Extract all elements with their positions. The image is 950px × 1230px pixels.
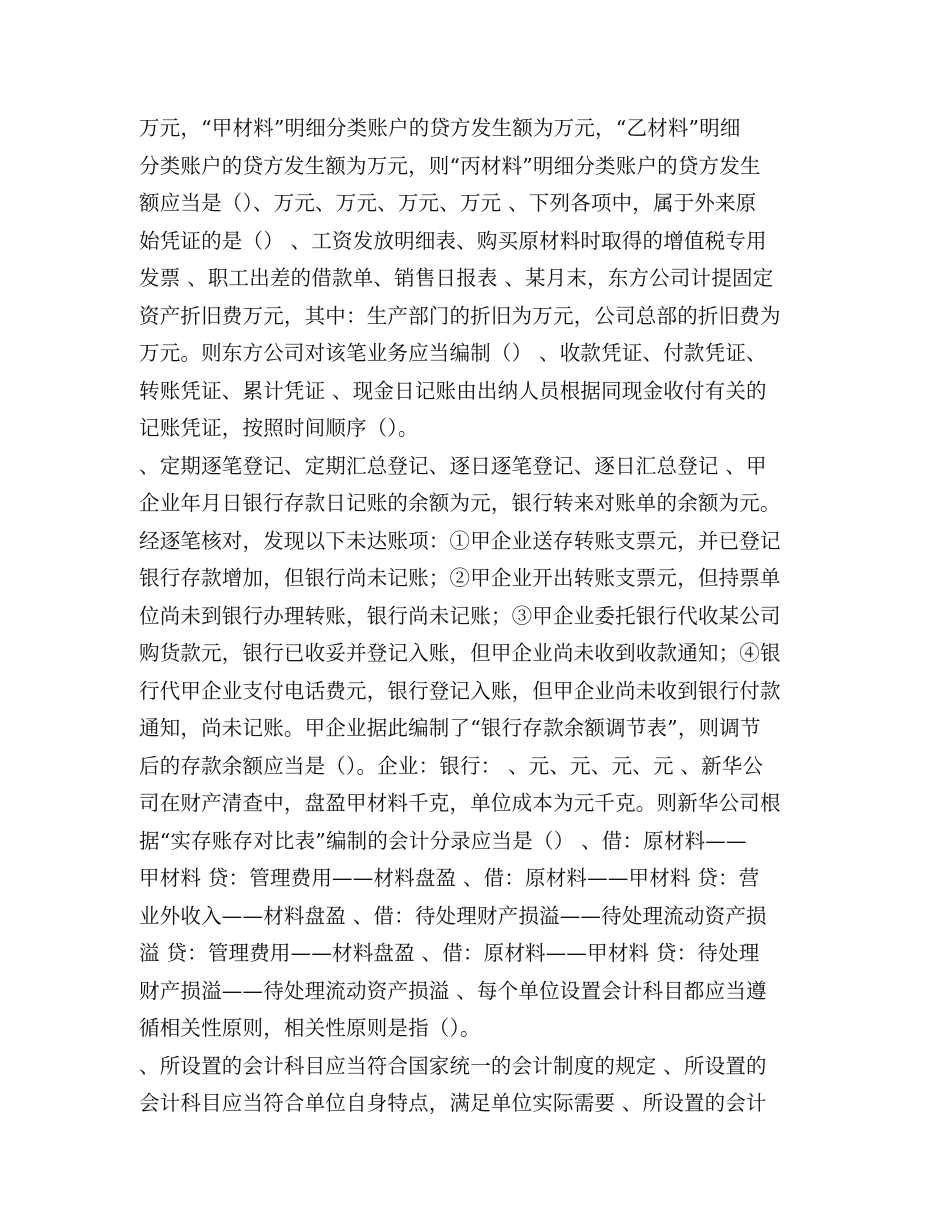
text-line: 行代甲企业支付电话费元，银行登记入账，但甲企业尚未收到银行付款 — [139, 678, 781, 703]
text-line: 额应当是（）、万元、万元、万元、万元 、下列各项中，属于外来原 — [139, 191, 757, 215]
text-line: 循相关性原则，相关性原则是指（）。 — [139, 1016, 481, 1040]
text-line: 后的存款余额应当是（）。企业：银行： 、元、元、元、元 、新华公 — [139, 753, 764, 778]
text-line: 溢 贷：管理费用——材料盘盈 、借：原材料——甲材料 贷：待处理 — [139, 941, 760, 965]
text-line: 甲材料 贷：管理费用——材料盘盈 、借：原材料——甲材料 贷：营 — [139, 866, 760, 890]
text-line: 司在财产清查中，盘盈甲材料千克，单位成本为元千克。则新华公司根 — [139, 791, 781, 815]
text-line: 经逐笔核对，发现以下未达账项：①甲企业送存转账支票元，并已登记 — [139, 528, 781, 553]
text-line: 位尚未到银行办理转账，银行尚未记账；③甲企业委托银行代收某公司 — [139, 603, 781, 628]
text-line: 购货款元，银行已收妥并登记入账，但甲企业尚未收到收款通知；④银 — [139, 641, 781, 665]
text-line: 会计科目应当符合单位自身特点，满足单位实际需要 、所设置的会计 — [139, 1091, 767, 1115]
text-line: 分类账户的贷方发生额为万元，则“丙材料”明细分类账户的贷方发生 — [139, 153, 761, 178]
document-body — [139, 110, 819, 1123]
text-line: 、所设置的会计科目应当符合国家统一的会计制度的规定 、所设置的 — [139, 1053, 767, 1078]
text-line: 、定期逐笔登记、定期汇总登记、逐日逐笔登记、逐日汇总登记 、甲 — [139, 453, 767, 478]
text-line: 银行存款增加，但银行尚未记账；②甲企业开出转账支票元，但持票单 — [139, 566, 781, 590]
text-line: 资产折旧费万元，其中：生产部门的折旧为万元，公司总部的折旧费为 — [139, 303, 781, 328]
text-line: 发票 、职工出差的借款单、销售日报表 、某月末，东方公司计提固定 — [139, 266, 774, 290]
text-line: 始凭证的是（） 、工资发放明细表、购买原材料时取得的增值税专用 — [139, 228, 767, 253]
text-line: 据“实存账存对比表”编制的会计分录应当是（） 、借：原材料—— — [139, 828, 747, 853]
text-line: 记账凭证，按照时间顺序（）。 — [139, 416, 419, 440]
text-line: 企业年月日银行存款日记账的余额为元，银行转来对账单的余额为元。 — [139, 491, 781, 515]
text-line: 万元，“甲材料”明细分类账户的贷方发生额为万元，“乙材料”明细 — [139, 116, 741, 140]
text-line: 万元。则东方公司对该笔业务应当编制（） 、收款凭证、付款凭证、 — [139, 341, 767, 365]
text-line: 财产损溢——待处理流动资产损溢 、每个单位设置会计科目都应当遵 — [139, 978, 767, 1003]
text-line: 业外收入——材料盘盈 、借：待处理财产损溢——待处理流动资产损 — [139, 903, 767, 928]
text-line: 通知，尚未记账。甲企业据此编制了“银行存款余额调节表”，则调节 — [139, 716, 761, 740]
text-line: 转账凭证、累计凭证 、现金日记账由出纳人员根据同现金收付有关的 — [139, 378, 767, 403]
